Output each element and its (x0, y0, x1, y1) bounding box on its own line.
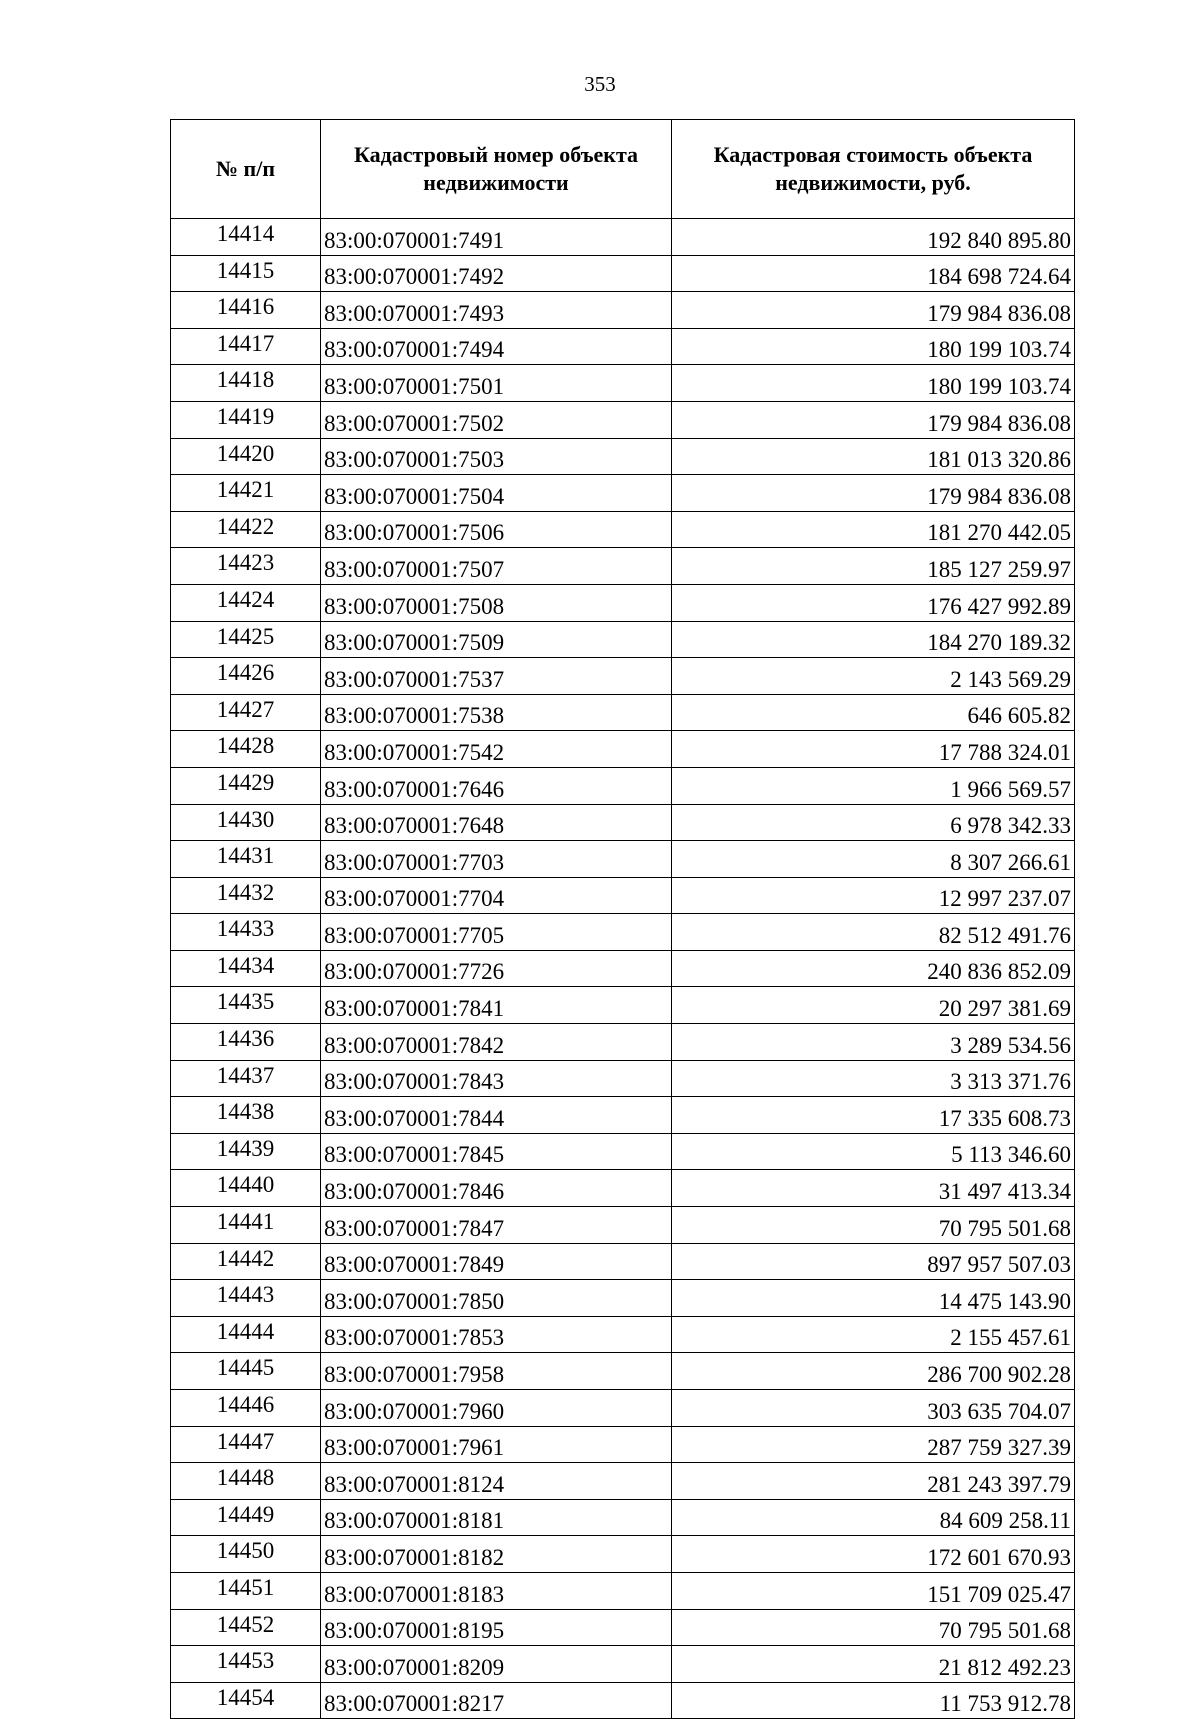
cadastral-number-cell: 83:00:070001:7704 (321, 877, 672, 914)
cadastral-value-cell: 646 605.82 (672, 694, 1075, 731)
table-row (171, 1280, 1075, 1317)
cadastral-number-cell: 83:00:070001:7960 (321, 1390, 672, 1427)
table-row (171, 914, 1075, 951)
table-row (171, 438, 1075, 475)
row-number-cell: 14453 (171, 1646, 321, 1683)
table-row (171, 1390, 1075, 1427)
cadastral-value-cell: 176 427 992.89 (672, 584, 1075, 621)
cadastral-value-cell: 70 795 501.68 (672, 1207, 1075, 1244)
row-number-cell: 14418 (171, 365, 321, 402)
cadastral-value-cell: 14 475 143.90 (672, 1280, 1075, 1317)
cadastral-value-cell: 70 795 501.68 (672, 1609, 1075, 1646)
table-row (171, 1316, 1075, 1353)
table-row (171, 1682, 1075, 1719)
row-number-cell: 14436 (171, 1024, 321, 1061)
row-number-cell: 14419 (171, 401, 321, 438)
row-number-cell: 14443 (171, 1280, 321, 1317)
cadastral-number-cell: 83:00:070001:8209 (321, 1646, 672, 1683)
cadastral-number-cell: 83:00:070001:7509 (321, 621, 672, 658)
cadastral-value-cell: 11 753 912.78 (672, 1682, 1075, 1719)
cadastral-number-cell: 83:00:070001:8182 (321, 1536, 672, 1573)
cadastral-number-cell: 83:00:070001:7844 (321, 1097, 672, 1134)
cadastral-number-cell: 83:00:070001:8181 (321, 1499, 672, 1536)
table-row (171, 1207, 1075, 1244)
cadastral-number-cell: 83:00:070001:7703 (321, 841, 672, 878)
cadastral-number-cell: 83:00:070001:7961 (321, 1426, 672, 1463)
cadastral-number-cell: 83:00:070001:7845 (321, 1133, 672, 1170)
cadastral-value-cell: 31 497 413.34 (672, 1170, 1075, 1207)
cadastral-value-cell: 281 243 397.79 (672, 1463, 1075, 1500)
row-number-cell: 14430 (171, 804, 321, 841)
cadastral-value-cell: 180 199 103.74 (672, 328, 1075, 365)
table-row (171, 1536, 1075, 1573)
column-header-row-number: № п/п (171, 120, 321, 219)
table-row (171, 694, 1075, 731)
row-number-cell: 14445 (171, 1353, 321, 1390)
cadastral-number-cell: 83:00:070001:7494 (321, 328, 672, 365)
cadastral-number-cell: 83:00:070001:8183 (321, 1572, 672, 1609)
cadastral-value-cell: 179 984 836.08 (672, 475, 1075, 512)
cadastral-value-cell: 5 113 346.60 (672, 1133, 1075, 1170)
table-row (171, 950, 1075, 987)
row-number-cell: 14454 (171, 1682, 321, 1719)
row-number-cell: 14452 (171, 1609, 321, 1646)
row-number-cell: 14428 (171, 731, 321, 768)
cadastral-value-table (170, 119, 1075, 1719)
cadastral-value-cell: 185 127 259.97 (672, 548, 1075, 585)
cadastral-value-cell: 181 013 320.86 (672, 438, 1075, 475)
table-row (171, 1060, 1075, 1097)
cadastral-number-cell: 83:00:070001:7493 (321, 292, 672, 329)
cadastral-number-cell: 83:00:070001:7507 (321, 548, 672, 585)
table-body (171, 219, 1075, 1719)
header-row (171, 120, 1075, 219)
row-number-cell: 14425 (171, 621, 321, 658)
table-row (171, 658, 1075, 695)
row-number-cell: 14444 (171, 1316, 321, 1353)
row-number-cell: 14427 (171, 694, 321, 731)
table-row (171, 475, 1075, 512)
cadastral-value-cell: 2 143 569.29 (672, 658, 1075, 695)
cadastral-value-cell: 180 199 103.74 (672, 365, 1075, 402)
cadastral-number-cell: 83:00:070001:7501 (321, 365, 672, 402)
column-header-cadastral-number: Кадастровый номер объекта недвижимости (321, 120, 672, 219)
table-row (171, 1646, 1075, 1683)
cadastral-value-cell: 181 270 442.05 (672, 511, 1075, 548)
cadastral-number-cell: 83:00:070001:8124 (321, 1463, 672, 1500)
cadastral-value-cell: 287 759 327.39 (672, 1426, 1075, 1463)
cadastral-number-cell: 83:00:070001:7492 (321, 255, 672, 292)
cadastral-number-cell: 83:00:070001:7853 (321, 1316, 672, 1353)
cadastral-value-cell: 20 297 381.69 (672, 987, 1075, 1024)
cadastral-number-cell: 83:00:070001:7491 (321, 219, 672, 256)
row-number-cell: 14447 (171, 1426, 321, 1463)
page-number: 353 (584, 72, 616, 96)
cadastral-number-cell: 83:00:070001:8195 (321, 1609, 672, 1646)
row-number-cell: 14426 (171, 658, 321, 695)
cadastral-value-cell: 179 984 836.08 (672, 292, 1075, 329)
cadastral-value-cell: 8 307 266.61 (672, 841, 1075, 878)
cadastral-value-cell: 17 788 324.01 (672, 731, 1075, 768)
table-row (171, 292, 1075, 329)
row-number-cell: 14442 (171, 1243, 321, 1280)
table-row (171, 1426, 1075, 1463)
table-row (171, 1170, 1075, 1207)
cadastral-value-cell: 240 836 852.09 (672, 950, 1075, 987)
cadastral-value-cell: 21 812 492.23 (672, 1646, 1075, 1683)
table-row (171, 219, 1075, 256)
row-number-cell: 14450 (171, 1536, 321, 1573)
table-row (171, 841, 1075, 878)
cadastral-value-cell: 303 635 704.07 (672, 1390, 1075, 1427)
table-row (171, 328, 1075, 365)
row-number-cell: 14423 (171, 548, 321, 585)
row-number-cell: 14414 (171, 219, 321, 256)
table-row (171, 987, 1075, 1024)
table-header (171, 120, 1075, 219)
cadastral-number-cell: 83:00:070001:7842 (321, 1024, 672, 1061)
cadastral-value-cell: 192 840 895.80 (672, 219, 1075, 256)
row-number-cell: 14437 (171, 1060, 321, 1097)
row-number-cell: 14429 (171, 767, 321, 804)
table-row (171, 365, 1075, 402)
cadastral-number-cell: 83:00:070001:7506 (321, 511, 672, 548)
row-number-cell: 14440 (171, 1170, 321, 1207)
table-row (171, 804, 1075, 841)
cadastral-value-cell: 6 978 342.33 (672, 804, 1075, 841)
cadastral-number-cell: 83:00:070001:7705 (321, 914, 672, 951)
row-number-cell: 14439 (171, 1133, 321, 1170)
cadastral-value-cell: 17 335 608.73 (672, 1097, 1075, 1134)
cadastral-number-cell: 83:00:070001:7849 (321, 1243, 672, 1280)
cadastral-value-cell: 172 601 670.93 (672, 1536, 1075, 1573)
table-row (171, 255, 1075, 292)
row-number-cell: 14415 (171, 255, 321, 292)
cadastral-value-cell: 179 984 836.08 (672, 401, 1075, 438)
table-row (171, 401, 1075, 438)
table-row (171, 731, 1075, 768)
row-number-cell: 14434 (171, 950, 321, 987)
table-row (171, 1572, 1075, 1609)
cadastral-number-cell: 83:00:070001:7542 (321, 731, 672, 768)
cadastral-number-cell: 83:00:070001:7502 (321, 401, 672, 438)
cadastral-value-cell: 12 997 237.07 (672, 877, 1075, 914)
row-number-cell: 14449 (171, 1499, 321, 1536)
row-number-cell: 14417 (171, 328, 321, 365)
row-number-cell: 14431 (171, 841, 321, 878)
cadastral-number-cell: 83:00:070001:7843 (321, 1060, 672, 1097)
cadastral-value-cell: 151 709 025.47 (672, 1572, 1075, 1609)
cadastral-number-cell: 83:00:070001:7841 (321, 987, 672, 1024)
table-row (171, 548, 1075, 585)
table-row (171, 877, 1075, 914)
table-row (171, 1609, 1075, 1646)
table-row (171, 621, 1075, 658)
table-row (171, 1243, 1075, 1280)
table-row (171, 584, 1075, 621)
row-number-cell: 14435 (171, 987, 321, 1024)
cadastral-value-cell: 82 512 491.76 (672, 914, 1075, 951)
cadastral-number-cell: 83:00:070001:7504 (321, 475, 672, 512)
table-row (171, 511, 1075, 548)
table-row (171, 1097, 1075, 1134)
cadastral-number-cell: 83:00:070001:7958 (321, 1353, 672, 1390)
row-number-cell: 14446 (171, 1390, 321, 1427)
row-number-cell: 14420 (171, 438, 321, 475)
column-header-cadastral-value: Кадастровая стоимость объекта недвижимости, руб. (672, 120, 1075, 219)
cadastral-value-cell: 84 609 258.11 (672, 1499, 1075, 1536)
row-number-cell: 14451 (171, 1572, 321, 1609)
row-number-cell: 14416 (171, 292, 321, 329)
cadastral-number-cell: 83:00:070001:7538 (321, 694, 672, 731)
row-number-cell: 14433 (171, 914, 321, 951)
cadastral-number-cell: 83:00:070001:7850 (321, 1280, 672, 1317)
cadastral-number-cell: 83:00:070001:7726 (321, 950, 672, 987)
cadastral-value-cell: 286 700 902.28 (672, 1353, 1075, 1390)
cadastral-number-cell: 83:00:070001:7537 (321, 658, 672, 695)
row-number-cell: 14448 (171, 1463, 321, 1500)
cadastral-number-cell: 83:00:070001:7503 (321, 438, 672, 475)
table-row (171, 1133, 1075, 1170)
row-number-cell: 14432 (171, 877, 321, 914)
row-number-cell: 14438 (171, 1097, 321, 1134)
cadastral-number-cell: 83:00:070001:7847 (321, 1207, 672, 1244)
cadastral-value-cell: 184 270 189.32 (672, 621, 1075, 658)
table-row (171, 1024, 1075, 1061)
cadastral-number-cell: 83:00:070001:7846 (321, 1170, 672, 1207)
row-number-cell: 14424 (171, 584, 321, 621)
table-row (171, 1463, 1075, 1500)
cadastral-number-cell: 83:00:070001:7508 (321, 584, 672, 621)
cadastral-number-cell: 83:00:070001:7646 (321, 767, 672, 804)
cadastral-value-cell: 2 155 457.61 (672, 1316, 1075, 1353)
cadastral-value-cell: 3 289 534.56 (672, 1024, 1075, 1061)
table-row (171, 767, 1075, 804)
cadastral-value-cell: 3 313 371.76 (672, 1060, 1075, 1097)
row-number-cell: 14421 (171, 475, 321, 512)
cadastral-value-cell: 184 698 724.64 (672, 255, 1075, 292)
cadastral-value-cell: 1 966 569.57 (672, 767, 1075, 804)
cadastral-value-cell: 897 957 507.03 (672, 1243, 1075, 1280)
table-row (171, 1499, 1075, 1536)
row-number-cell: 14422 (171, 511, 321, 548)
cadastral-number-cell: 83:00:070001:8217 (321, 1682, 672, 1719)
cadastral-number-cell: 83:00:070001:7648 (321, 804, 672, 841)
table-row (171, 1353, 1075, 1390)
row-number-cell: 14441 (171, 1207, 321, 1244)
